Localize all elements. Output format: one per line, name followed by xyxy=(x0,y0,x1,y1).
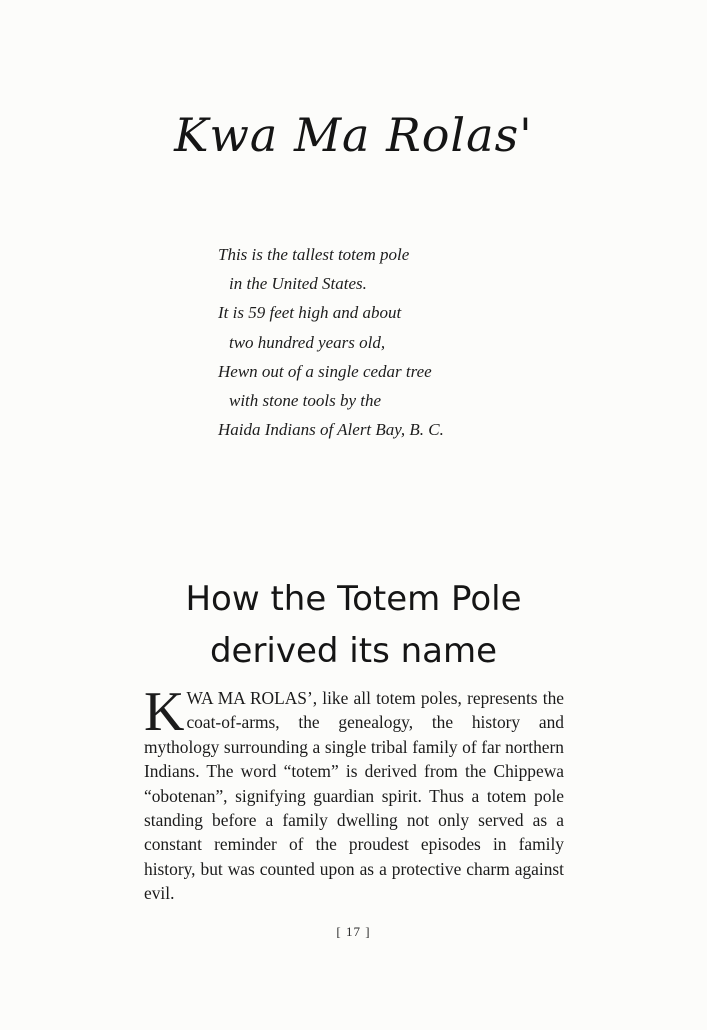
section-heading-line-1: How the Totem Pole xyxy=(185,579,522,619)
poem-line-6: with stone tools by the xyxy=(229,391,382,411)
section-heading xyxy=(0,573,707,677)
poem-line-5: Hewn out of a single cedar tree xyxy=(218,361,432,381)
poem-line-4: two hundred years old, xyxy=(229,332,386,352)
body-paragraph xyxy=(144,681,564,906)
section-heading-line-2: derived its name xyxy=(209,631,498,671)
drop-cap: K xyxy=(144,681,185,743)
poem-line-7: Haida Indians of Alert Bay, B. C. xyxy=(218,420,444,440)
poem-line-2: in the United States. xyxy=(229,274,367,294)
body-paragraph-text: WA MA ROLAS’, like all totem poles, represents the coat-of-arms, the genealogy, the history and mythology surrounding a single tribal family of far northern Indians. The word “totem” is derived from the Chippewa “obotenan”, signifying guardian spirit. Thus a totem pole standing before a family dwelling not only served as a constant reminder of the proudest episodes in family history, but was counted upon as a protective charm against evil. xyxy=(144,688,564,904)
poem-line-1: This is the tallest totem pole xyxy=(218,245,410,264)
poem-block xyxy=(218,240,538,444)
page-number: [ 17 ] xyxy=(336,924,371,939)
poem-line-3: It is 59 feet high and about xyxy=(218,303,402,323)
script-title: Kwa Ma Rolas' xyxy=(174,108,533,162)
